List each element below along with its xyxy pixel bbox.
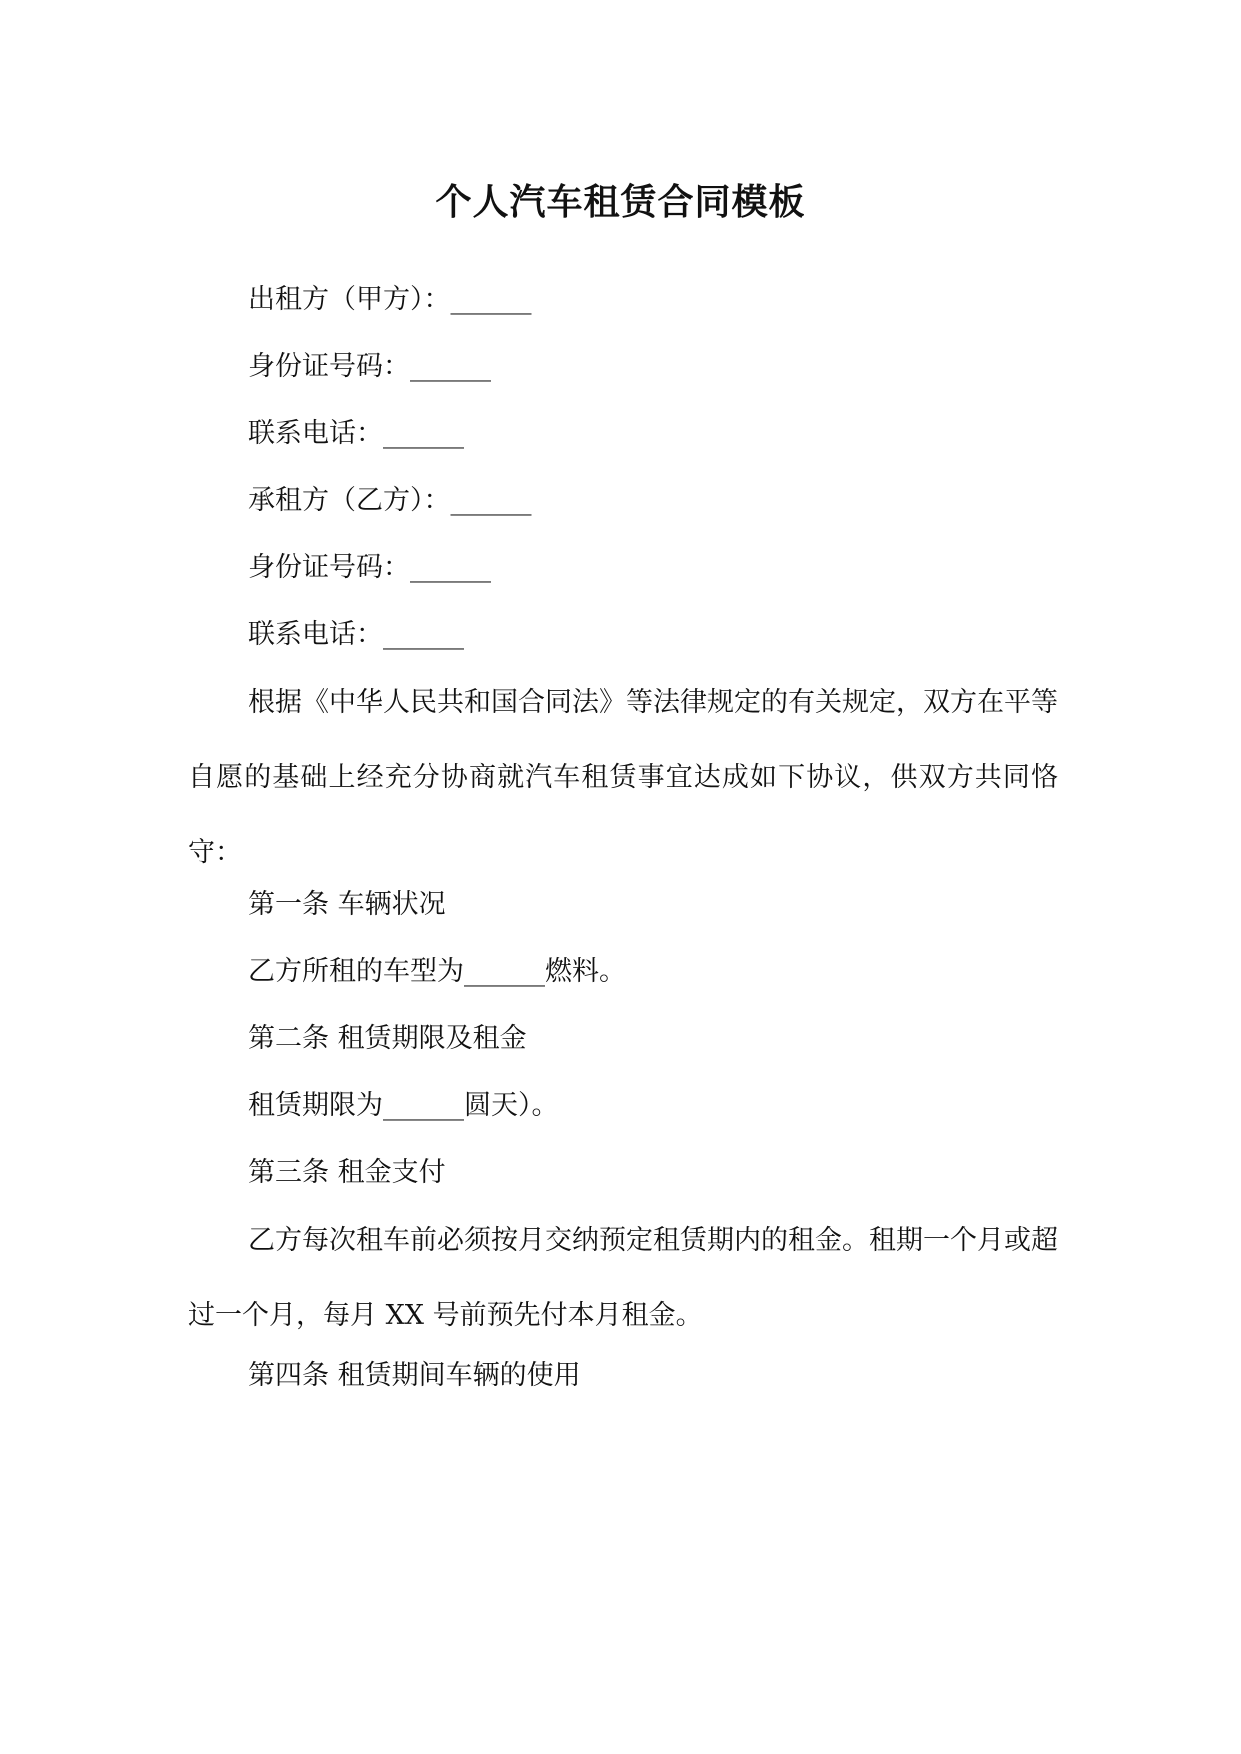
article-1-heading: 第一条 车辆状况 [248,889,446,920]
lessor-phone-line: 联系电话：______ [248,418,464,449]
lessee-name-line: 承租方（乙方）：______ [248,485,532,516]
article-3-heading: 第三条 租金支付 [248,1157,446,1188]
lessee-phone-line: 联系电话：______ [248,619,464,650]
lessee-id-number-line: 身份证号码：______ [248,552,491,583]
lessor-id-number-line: 身份证号码：______ [248,351,491,382]
article-1-text: 乙方所租的车型为______燃料。 [248,956,626,987]
document-title: 个人汽车租赁合同模板 [435,181,806,223]
article-2-heading: 第二条 租赁期限及租金 [248,1023,527,1054]
article-4-heading: 第四条 租赁期间车辆的使用 [248,1360,581,1391]
lessor-name-line: 出租方（甲方）：______ [248,284,532,315]
intro-paragraph: 根据《中华人民共和国合同法》等法律规定的有关规定，双方在平等自愿的基础上经充分协商就汽车租赁事宜达成如下协议，供双方共同恪守： [188,687,1058,868]
article-3-paragraph: 乙方每次租车前必须按月交纳预定租赁期内的租金。租期一个月或超过一个月，每月 XX 号前预先付本月租金。 [188,1225,1058,1331]
article-2-text: 租赁期限为______圆天）。 [248,1090,559,1121]
